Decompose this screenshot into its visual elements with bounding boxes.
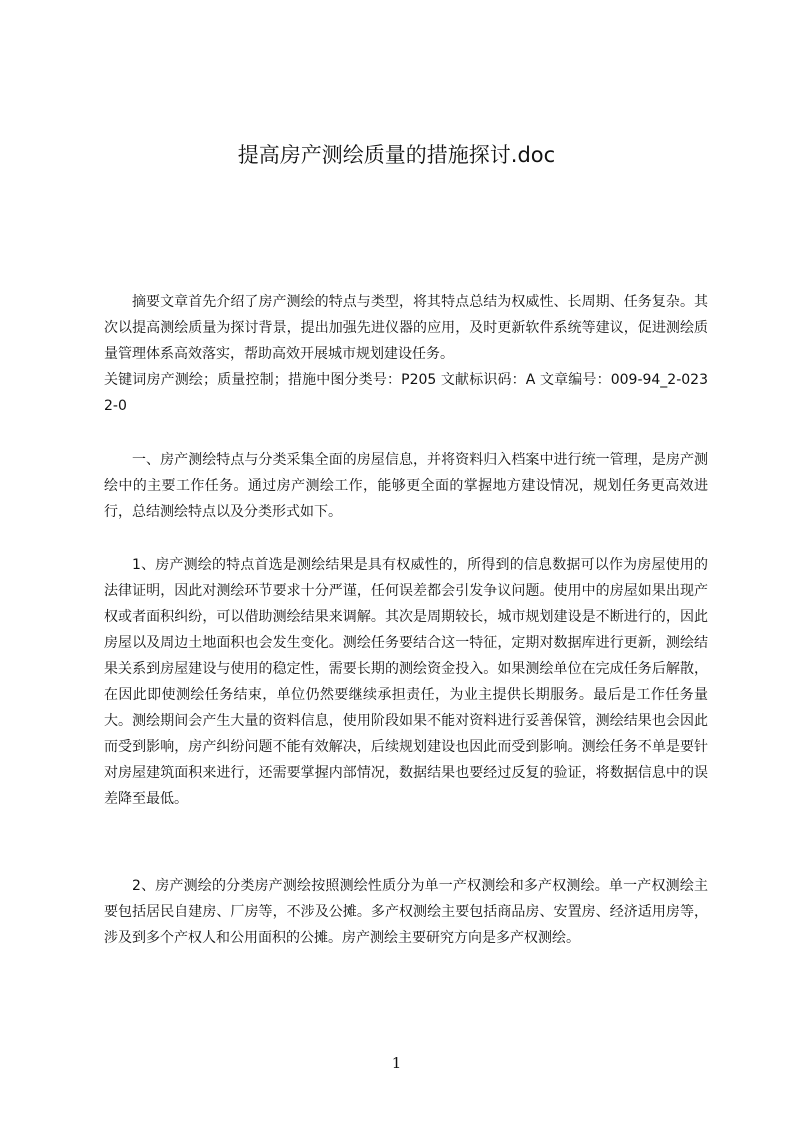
abstract-paragraph: 摘要文章首先介绍了房产测绘的特点与类型，将其特点总结为权威性、长周期、任务复杂。其次以提高测绘质量为探讨背景，提出加强先进仪器的应用，及时更新软件系统等建议，促进测绘质量管理体系高效落实，帮助高效开展城市规划建设任务。	[104, 294, 708, 362]
section-1-1-paragraph: 1、房产测绘的特点首选是测绘结果是具有权威性的，所得到的信息数据可以作为房屋使用的法律证明，因此对测绘环节要求十分严谨，任何误差都会引发争议问题。使用中的房屋如果出现产权或者面积纠纷，可以借助测绘结果来调解。其次是周期较长，城市规划建设是不断进行的，因此房屋以及周边土地面积也会发生变化。测绘任务要结合这一特征，定期对数据库进行更新，测绘结果关系到房屋建设与使用的稳定性，需要长期的测绘资金投入。如果测绘单位在完成任务后解散，在因此即使测绘任务结束，单位仍然要继续承担责任，为业主提供长期服务。最后是工作任务量大。测绘期间会产生大量的资料信息，使用阶段如果不能对资料进行妥善保管，测绘结果也会因此而受到影响，房产纠纷问题不能有效解决，后续规划建设也因此而受到影响。测绘任务不单是要针对房屋建筑面积来进行，还需要掌握内部情况，数据结果也要经过反复的验证，将数据信息中的误差降至最低。	[104, 557, 708, 807]
document-title: 提高房产测绘质量的措施探讨.doc	[237, 143, 556, 167]
section-1-2-paragraph: 2、房产测绘的分类房产测绘按照测绘性质分为单一产权测绘和多产权测绘。单一产权测绘主要包括居民自建房、厂房等，不涉及公摊。多产权测绘主要包括商品房、安置房、经济适用房等，涉及到多个产权人和公用面积的公摊。房产测绘主要研究方向是多产权测绘。	[104, 878, 708, 946]
keywords-paragraph: 关键词房产测绘；质量控制；措施中图分类号：P205 文献标识码：A 文章编号：009-94_2-0232-0	[104, 372, 708, 414]
section-1-paragraph: 一、房产测绘特点与分类采集全面的房屋信息，并将资料归入档案中进行统一管理，是房产测绘中的主要工作任务。通过房产测绘工作，能够更全面的掌握地方建设情况，规划任务更高效进行，总结测绘特点以及分类形式如下。	[104, 452, 708, 520]
page-number: 1	[391, 1054, 402, 1072]
